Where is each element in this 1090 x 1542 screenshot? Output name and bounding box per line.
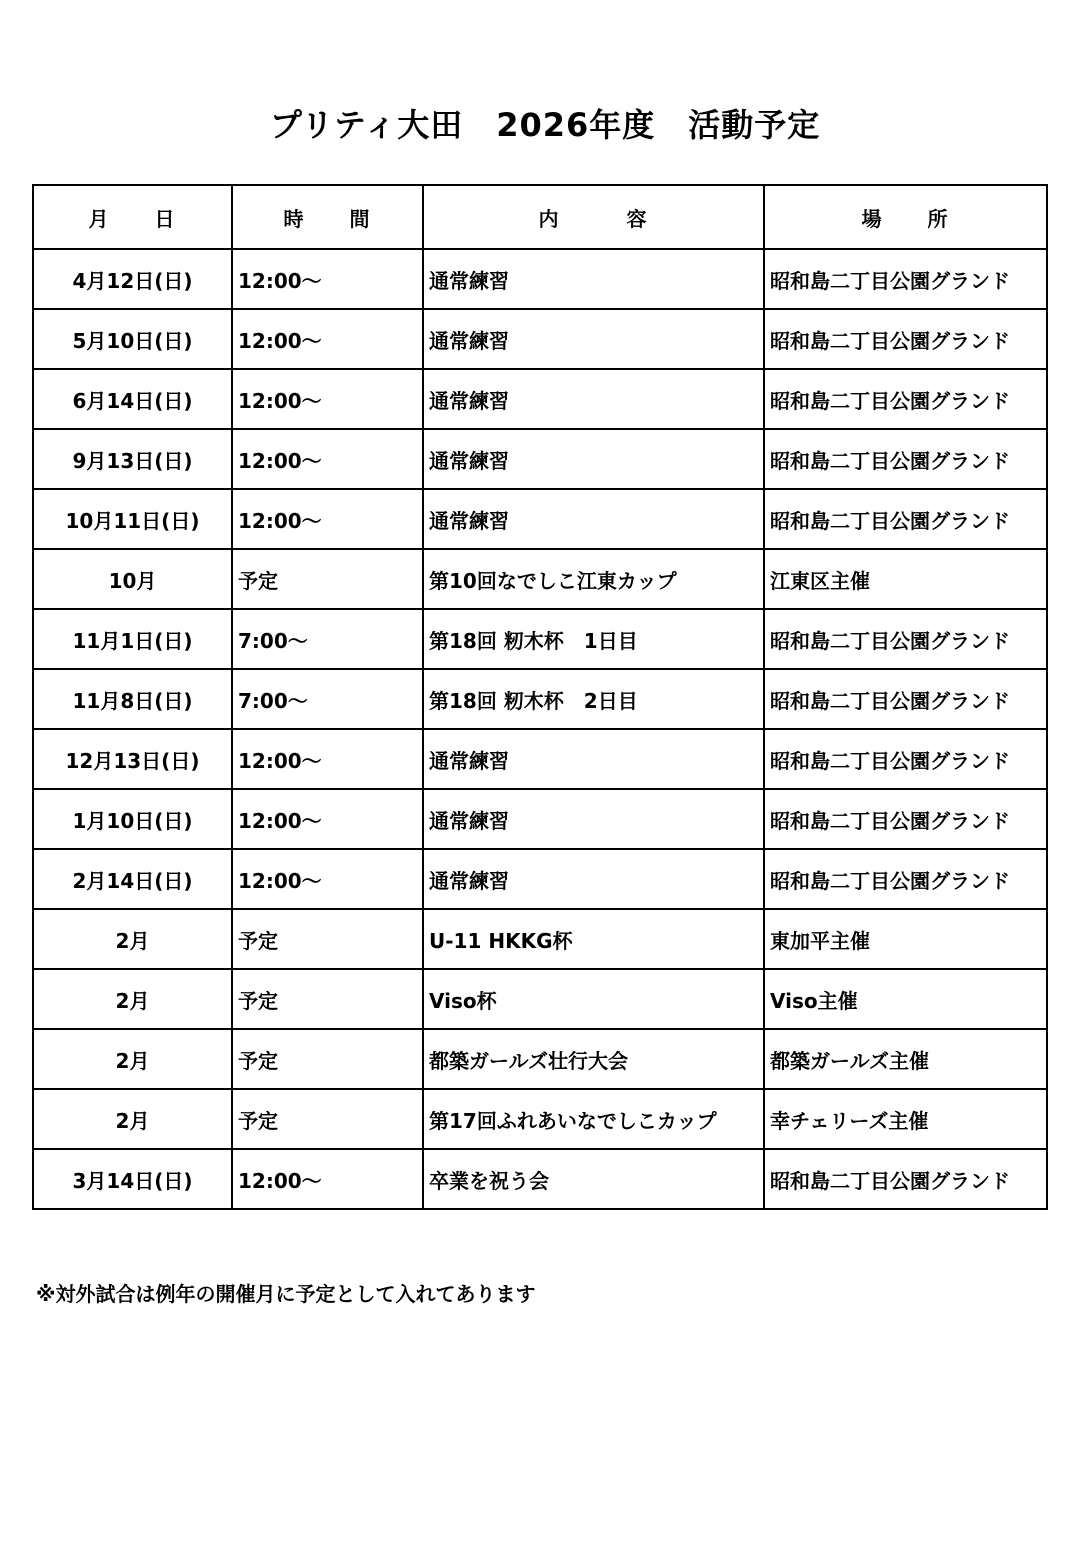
cell-content: 第18回 籾木杯 2日目 bbox=[423, 669, 764, 729]
table-row bbox=[33, 849, 1047, 909]
table-row bbox=[33, 369, 1047, 429]
cell-time: 予定 bbox=[232, 1029, 423, 1089]
table-row bbox=[33, 909, 1047, 969]
cell-place: 昭和島二丁目公園グランド bbox=[764, 849, 1047, 909]
header-content: 内 容 bbox=[423, 185, 764, 249]
table-row bbox=[33, 1029, 1047, 1089]
table-header-row bbox=[33, 185, 1047, 249]
cell-time: 7:00～ bbox=[232, 609, 423, 669]
table-row bbox=[33, 549, 1047, 609]
cell-place: 江東区主催 bbox=[764, 549, 1047, 609]
cell-time: 12:00～ bbox=[232, 489, 423, 549]
cell-time: 12:00～ bbox=[232, 429, 423, 489]
cell-place: 昭和島二丁目公園グランド bbox=[764, 1149, 1047, 1209]
cell-date: 11月1日(日) bbox=[33, 609, 232, 669]
cell-date: 10月 bbox=[33, 549, 232, 609]
cell-content: 通常練習 bbox=[423, 429, 764, 489]
cell-content: 都築ガールズ壮行大会 bbox=[423, 1029, 764, 1089]
cell-date: 1月10日(日) bbox=[33, 789, 232, 849]
cell-date: 2月 bbox=[33, 1029, 232, 1089]
cell-place: 昭和島二丁目公園グランド bbox=[764, 669, 1047, 729]
cell-time: 12:00～ bbox=[232, 369, 423, 429]
cell-place: 昭和島二丁目公園グランド bbox=[764, 729, 1047, 789]
cell-place: 幸チェリーズ主催 bbox=[764, 1089, 1047, 1149]
cell-time: 12:00～ bbox=[232, 789, 423, 849]
cell-content: 通常練習 bbox=[423, 309, 764, 369]
cell-place: 昭和島二丁目公園グランド bbox=[764, 369, 1047, 429]
cell-date: 11月8日(日) bbox=[33, 669, 232, 729]
cell-place: 昭和島二丁目公園グランド bbox=[764, 429, 1047, 489]
cell-time: 12:00～ bbox=[232, 309, 423, 369]
table-row bbox=[33, 609, 1047, 669]
cell-content: 第10回なでしこ江東カップ bbox=[423, 549, 764, 609]
cell-date: 10月11日(日) bbox=[33, 489, 232, 549]
cell-place: 東加平主催 bbox=[764, 909, 1047, 969]
cell-place: 昭和島二丁目公園グランド bbox=[764, 489, 1047, 549]
cell-content: 通常練習 bbox=[423, 789, 764, 849]
cell-time: 12:00～ bbox=[232, 849, 423, 909]
table-row bbox=[33, 489, 1047, 549]
cell-content: 卒業を祝う会 bbox=[423, 1149, 764, 1209]
cell-place: 昭和島二丁目公園グランド bbox=[764, 609, 1047, 669]
page-title: プリティ大田 2026年度 活動予定 bbox=[269, 106, 821, 144]
table-row bbox=[33, 669, 1047, 729]
table-row bbox=[33, 729, 1047, 789]
cell-date: 5月10日(日) bbox=[33, 309, 232, 369]
cell-date: 2月 bbox=[33, 1089, 232, 1149]
cell-time: 予定 bbox=[232, 1089, 423, 1149]
cell-time: 予定 bbox=[232, 909, 423, 969]
cell-date: 2月14日(日) bbox=[33, 849, 232, 909]
cell-date: 9月13日(日) bbox=[33, 429, 232, 489]
cell-time: 12:00～ bbox=[232, 729, 423, 789]
cell-place: 昭和島二丁目公園グランド bbox=[764, 789, 1047, 849]
cell-place: 都築ガールズ主催 bbox=[764, 1029, 1047, 1089]
cell-content: U-11 HKKG杯 bbox=[423, 909, 764, 969]
cell-place: 昭和島二丁目公園グランド bbox=[764, 309, 1047, 369]
cell-content: 第17回ふれあいなでしこカップ bbox=[423, 1089, 764, 1149]
table-row bbox=[33, 1149, 1047, 1209]
cell-date: 4月12日(日) bbox=[33, 249, 232, 309]
cell-content: 通常練習 bbox=[423, 729, 764, 789]
table-row bbox=[33, 789, 1047, 849]
header-place: 場 所 bbox=[764, 185, 1047, 249]
header-time: 時 間 bbox=[232, 185, 423, 249]
cell-content: 第18回 籾木杯 1日目 bbox=[423, 609, 764, 669]
cell-time: 7:00～ bbox=[232, 669, 423, 729]
table-row bbox=[33, 309, 1047, 369]
footnote: ※対外試合は例年の開催月に予定として入れてあります bbox=[36, 1282, 536, 1306]
cell-time: 予定 bbox=[232, 549, 423, 609]
table-row bbox=[33, 1089, 1047, 1149]
cell-date: 12月13日(日) bbox=[33, 729, 232, 789]
cell-date: 2月 bbox=[33, 909, 232, 969]
cell-content: 通常練習 bbox=[423, 369, 764, 429]
cell-time: 12:00～ bbox=[232, 249, 423, 309]
cell-time: 12:00～ bbox=[232, 1149, 423, 1209]
cell-place: Viso主催 bbox=[764, 969, 1047, 1029]
cell-content: 通常練習 bbox=[423, 849, 764, 909]
table-row bbox=[33, 429, 1047, 489]
cell-date: 6月14日(日) bbox=[33, 369, 232, 429]
cell-content: 通常練習 bbox=[423, 489, 764, 549]
cell-date: 3月14日(日) bbox=[33, 1149, 232, 1209]
cell-content: 通常練習 bbox=[423, 249, 764, 309]
header-date: 月 日 bbox=[33, 185, 232, 249]
cell-place: 昭和島二丁目公園グランド bbox=[764, 249, 1047, 309]
cell-content: Viso杯 bbox=[423, 969, 764, 1029]
cell-date: 2月 bbox=[33, 969, 232, 1029]
schedule-table bbox=[32, 184, 1048, 1210]
table-row bbox=[33, 969, 1047, 1029]
cell-time: 予定 bbox=[232, 969, 423, 1029]
table-row bbox=[33, 249, 1047, 309]
